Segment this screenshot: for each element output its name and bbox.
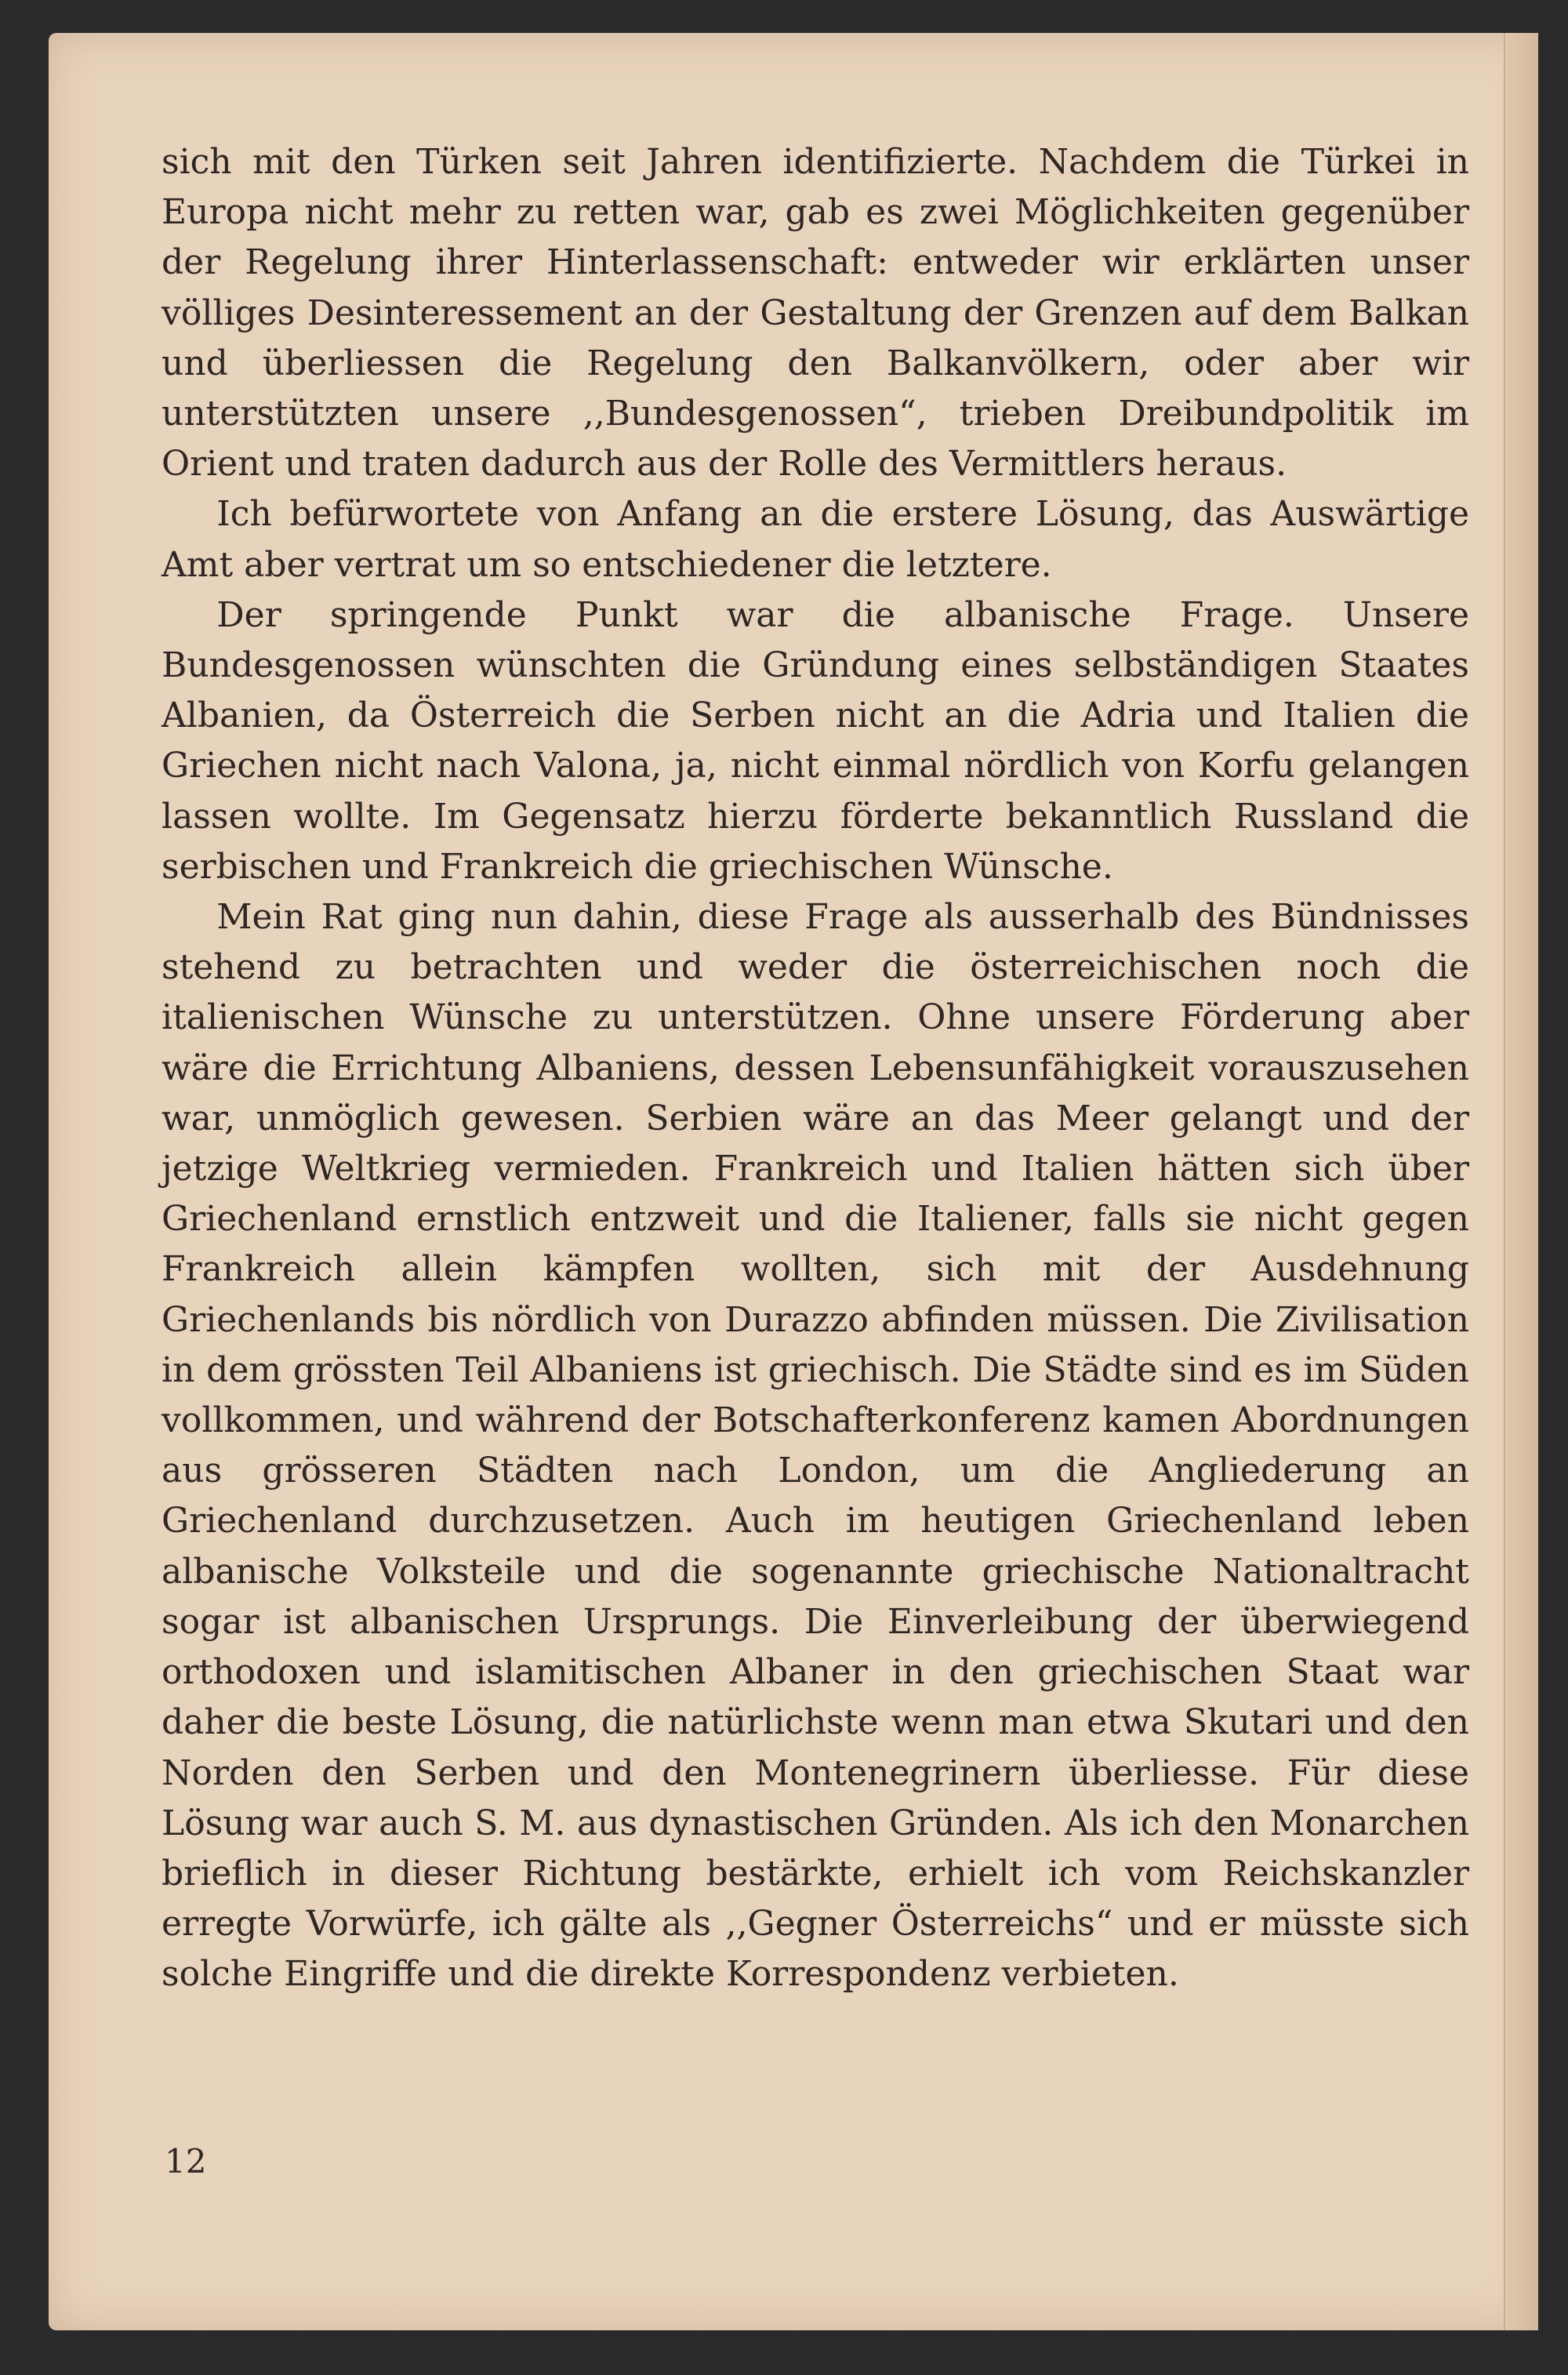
page-number: 12: [165, 2142, 207, 2181]
paragraph-4: Mein Rat ging nun dahin, diese Frage als ausserhalb des Bündnisses stehend zu betrachten und weder die österreichischen noch die italienischen Wünsche zu unterstützen. Ohne unsere Förderung aber wäre die Errichtung Albaniens, dessen Lebensunfähigkeit vorauszusehen war, unmöglich gewesen. Serbien wäre an das Meer gelangt und der jetzige Weltkrieg vermieden. Frankreich und Italien hätten sich über Griechenland ernstlich entzweit und die Italiener, falls sie nicht gegen Frankreich allein kämpfen wollten, sich mit der Ausdehnung Griechenlands bis nördlich von Durazzo abfinden müssen. Die Zivilisation in dem grössten Teil Albaniens ist griechisch. Die Städte sind es im Süden vollkommen, und während der Botschafterkonferenz kamen Abordnungen aus grösseren Städten nach London, um die Angliederung an Griechenland durchzusetzen. Auch im heutigen Griechenland leben albanische Volksteile und die sogenannte griechische Nationaltracht sogar ist albanischen Ursprungs. Die Einverleibung der überwiegend orthodoxen und islamitischen Albaner in den griechischen Staat war daher die beste Lösung, die natürlichste wenn man etwa Skutari und den Norden den Serben und den Montenegrinern überliesse. Für diese Lösung war auch S. M. aus dynastischen Gründen. Als ich den Monarchen brieflich in dieser Richtung bestärkte, erhielt ich vom Reichskanzler erregte Vorwürfe, ich gälte als ,,Gegner Österreichs“ und er müsste sich solche Eingriffe und die direkte Korrespondenz verbieten.: [162, 897, 1469, 1995]
body-text: [162, 137, 1469, 2000]
paragraph-2: Ich befürwortete von Anfang an die erstere Lösung, das Auswärtige Amt aber vertrat um so entschiedener die letztere.: [162, 494, 1469, 585]
page-edge: [1504, 33, 1538, 2330]
paragraph-3: Der springende Punkt war die albanische Frage. Unsere Bundesgenossen wünschten die Gründung eines selbständigen Staates Albanien, da Österreich die Serben nicht an die Adria und Italien die Griechen nicht nach Valona, ja, nicht einmal nördlich von Korfu gelangen lassen wollte. Im Gegensatz hierzu förderte bekanntlich Russland die serbischen und Frankreich die griechischen Wünsche.: [162, 594, 1469, 887]
paragraph-1: sich mit den Türken seit Jahren identifizierte. Nachdem die Türkei in Europa nicht mehr zu retten war, gab es zwei Möglichkeiten gegenüber der Regelung ihrer Hinterlassenschaft: entweder wir erklärten unser völliges Desinteressement an der Gestaltung der Grenzen auf dem Balkan und überliessen die Regelung den Balkanvölkern, oder aber wir unterstützten unsere ,,Bundesgenossen“, trieben Dreibundpolitik im Orient und traten dadurch aus der Rolle des Vermittlers heraus.: [162, 142, 1469, 485]
